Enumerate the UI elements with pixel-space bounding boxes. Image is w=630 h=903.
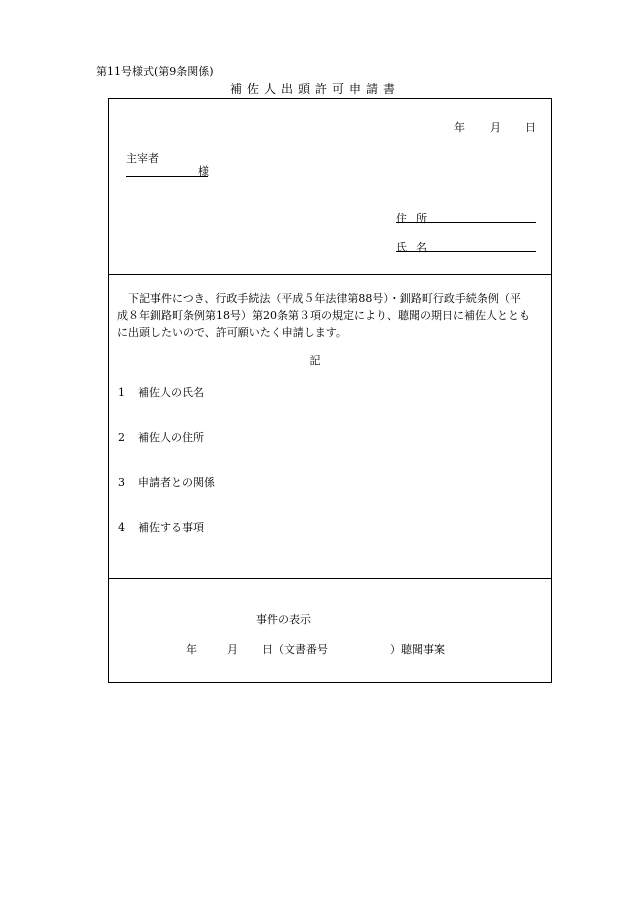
item-number: 1	[118, 386, 125, 399]
address-underline	[396, 222, 536, 223]
form-number: 第11号様式(第9条関係)	[96, 65, 214, 78]
application-statement	[117, 290, 549, 341]
case-designation	[186, 641, 445, 657]
item-number: 3	[118, 476, 125, 489]
case-year: 年	[186, 643, 197, 656]
recipient-underline	[126, 176, 208, 177]
ki-heading: 記	[309, 354, 321, 367]
item-row	[118, 519, 204, 535]
case-suffix: ）聴聞事案	[390, 643, 445, 656]
date-year: 年	[454, 121, 465, 134]
section-divider	[109, 274, 551, 275]
case-month: 月	[227, 643, 238, 656]
item-row	[118, 474, 215, 490]
address-label: 住所	[396, 212, 436, 225]
statement-line: に出頭したいので、許可願いたく申請します。	[117, 326, 347, 339]
case-heading: 事件の表示	[256, 613, 311, 626]
name-underline	[396, 251, 536, 252]
item-label: 補佐人の住所	[138, 431, 204, 444]
item-number: 4	[118, 521, 125, 534]
statement-line: 成８年釧路町条例第18号）第20条第３項の規定により、聴聞の期日に補佐人ととも	[117, 309, 530, 322]
honorific: 様	[198, 165, 209, 178]
item-row	[118, 384, 204, 400]
document-title: 補佐人出頭許可申請書	[229, 82, 400, 96]
date-month: 月	[490, 121, 501, 134]
case-day-doc: 日（文書番号	[262, 643, 328, 656]
item-label: 補佐する事項	[138, 521, 204, 534]
item-row	[118, 429, 204, 445]
recipient-label: 主宰者	[126, 152, 159, 165]
item-label: 申請者との関係	[138, 476, 215, 489]
statement-line: 下記事件につき、行政手続法（平成５年法律第88号）・釧路町行政手続条例（平	[128, 292, 521, 305]
item-number: 2	[118, 431, 125, 444]
item-label: 補佐人の氏名	[138, 386, 204, 399]
date-day: 日	[525, 121, 536, 134]
section-divider	[109, 578, 551, 579]
name-label: 氏名	[396, 241, 436, 254]
